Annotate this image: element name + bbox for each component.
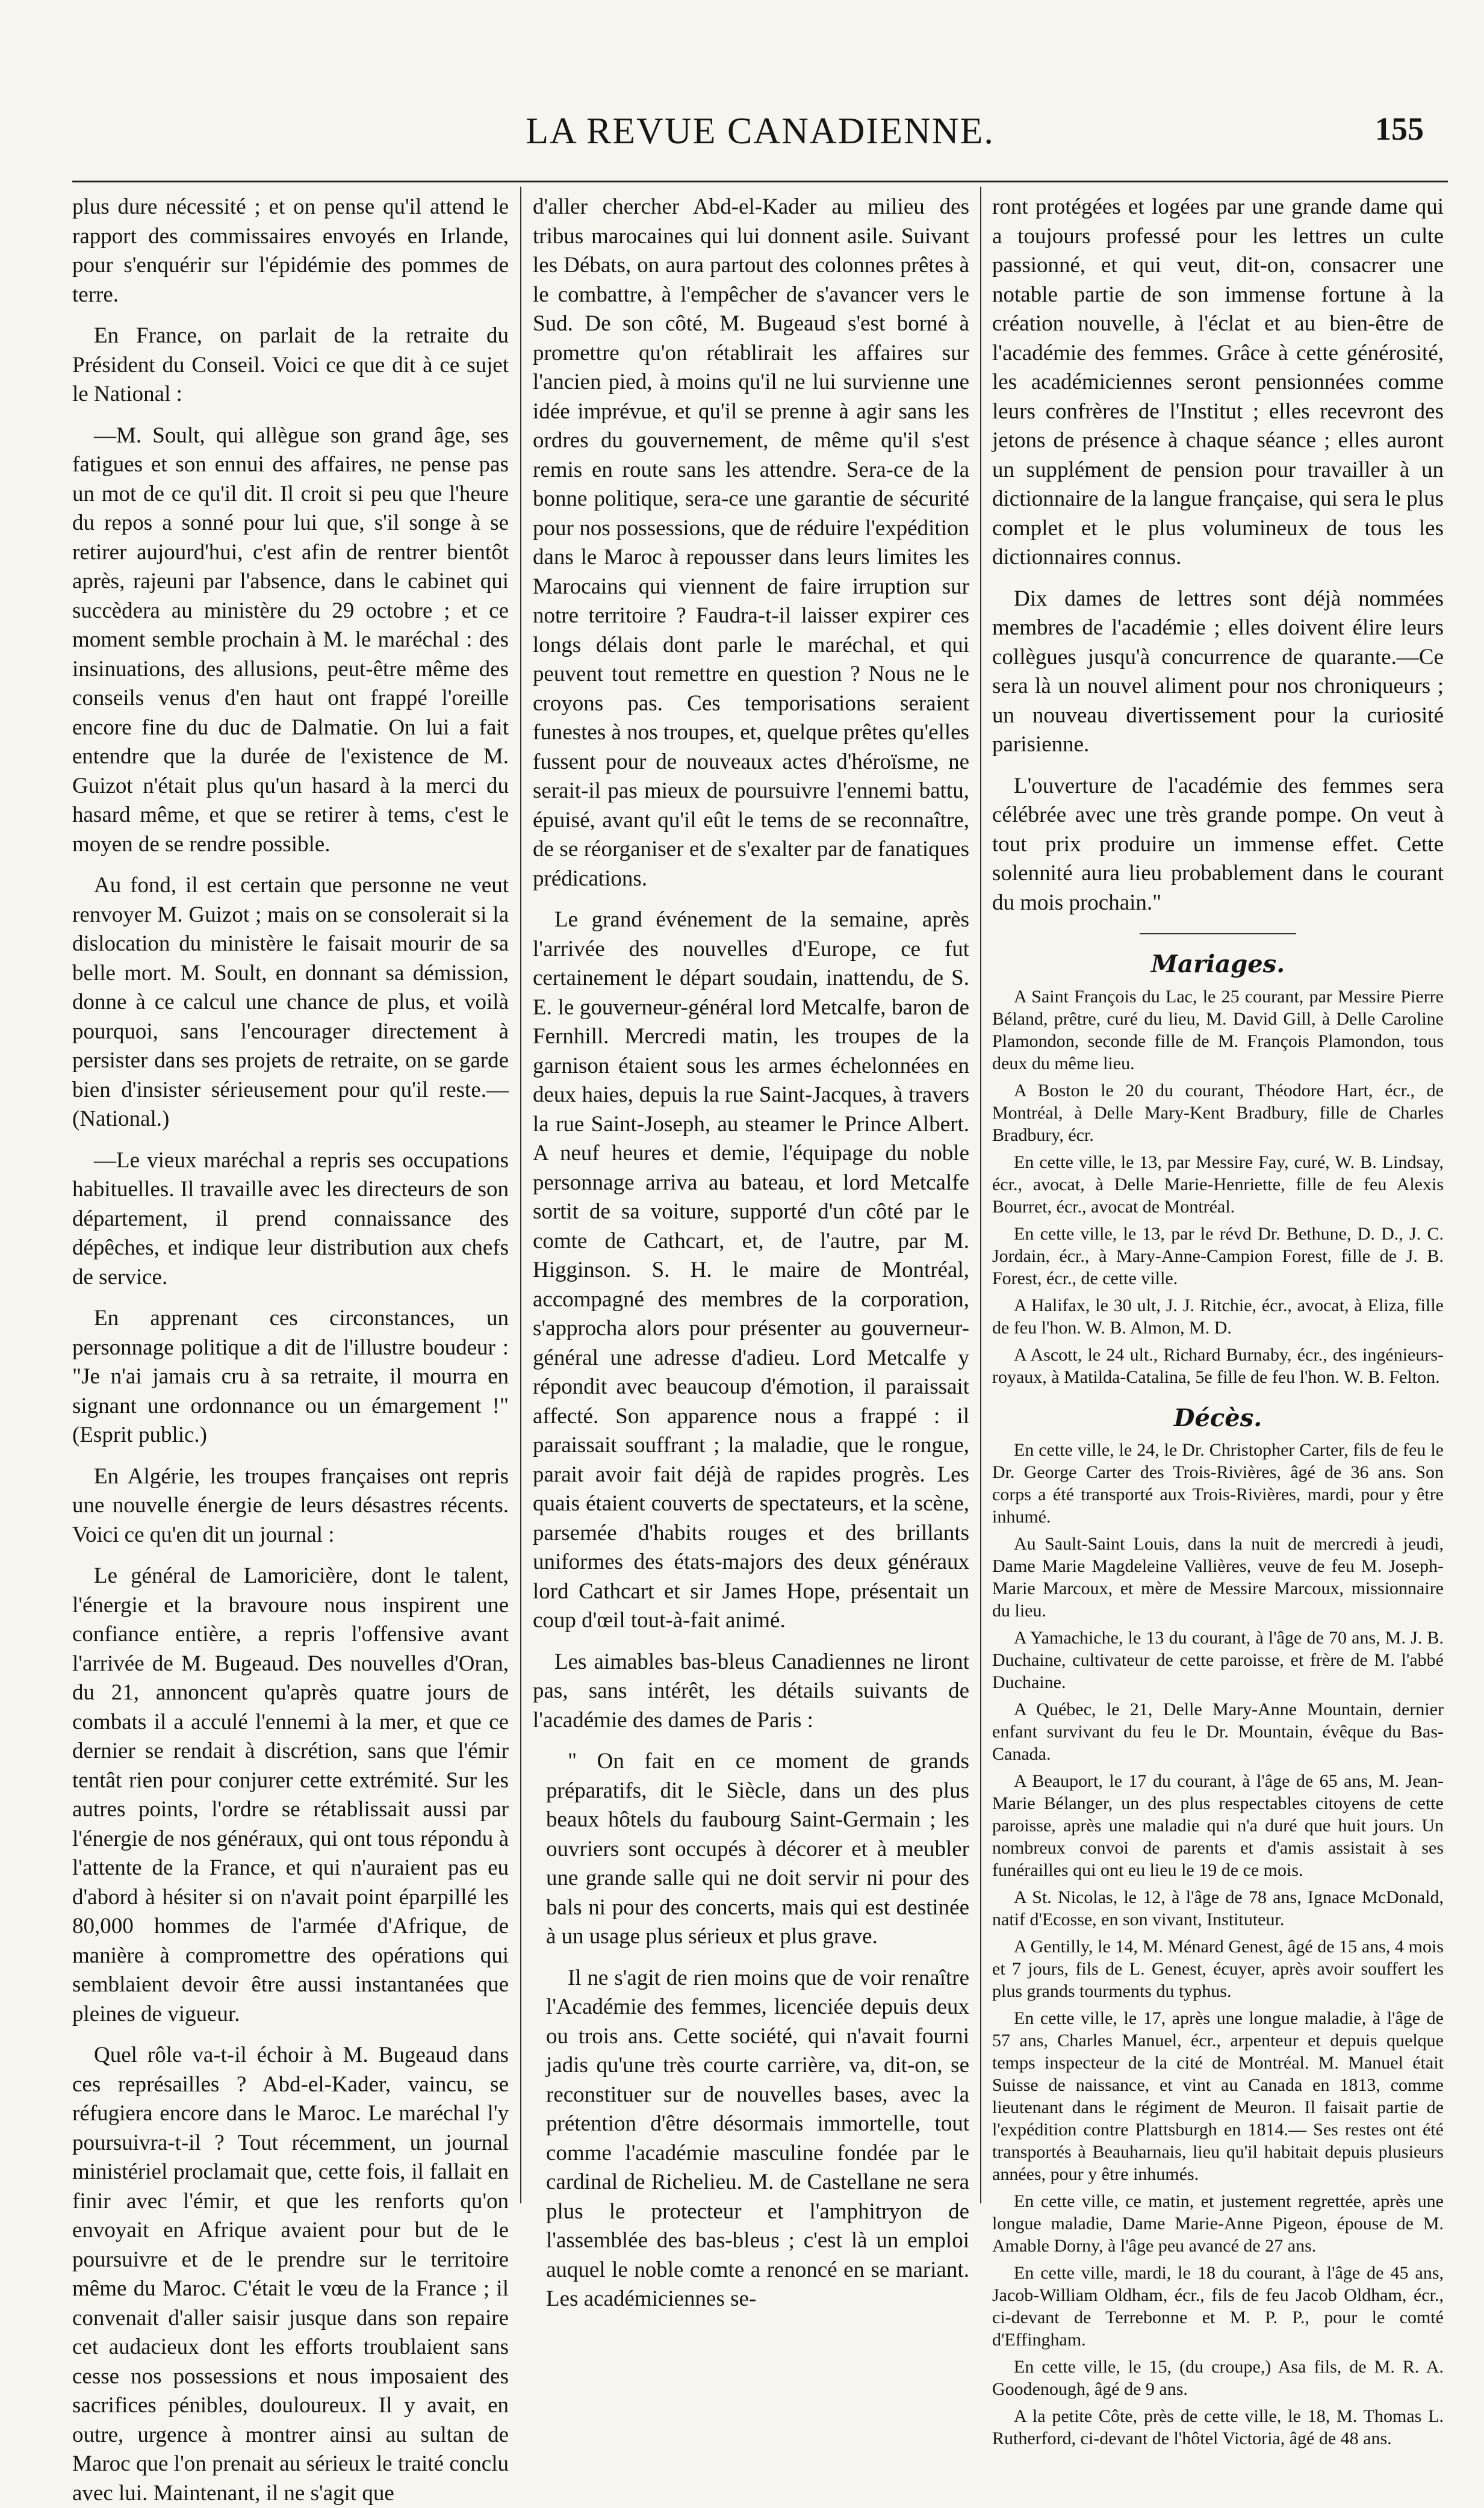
notice-item: En cette ville, ce matin, et justement regrettée, après une longue maladie, Dame Marie-Anne Pigeon, épouse de M. Amable Dorny, à l'âge peu avancé de 27 ans.: [992, 2191, 1444, 2256]
page-number: 155: [1375, 111, 1424, 147]
deces-heading: Décès.: [1173, 1403, 1262, 1432]
paragraph: —M. Soult, qui allègue son grand âge, ses fatigues et son ennui des affaires, ne pense pas un mot de ce qu'il dit. Il croit si peu que l'heure du repos a sonné pour lui que, s'il songe à se retirer aujourd'hui, c'est afin de rentrer bientôt après, rajeuni par l'absence, dans le cabinet qui succèdera au ministère du 29 octobre ; et ce moment semble prochain à M. le maréchal : des insinuations, des allusions, peut-être même des conseils venus d'en haut ont frappé l'oreille encore fine du duc de Dalmatie. On lui a fait entendre que la durée de l'existence de M. Guizot n'était plus qu'un hasard à la merci du hasard même, et que se retirer à tems, c'est le moyen de se rendre possible.: [72, 423, 509, 857]
paragraph: Dix dames de lettres sont déjà nommées membres de l'académie ; elles doivent élire leurs collègues jusqu'à concurrence de quarante.—Ce sera là un nouvel aliment pour nos chroniqueurs ; un nouveau divertissement pour la curiosité parisienne.: [992, 586, 1444, 757]
notice-item: A Québec, le 21, Delle Mary-Anne Mountain, dernier enfant survivant du feu le Dr. Mountain, évêque du Bas-Canada.: [992, 1699, 1444, 1764]
paragraph: d'aller chercher Abd-el-Kader au milieu des tribus marocaines qui lui donnent asile. Suivant les Débats, on aura partout des colonnes prêtes à le combattre, à l'empêcher de s'avancer vers le Sud. De son côté, M. Bugeaud s'est borné à promettre qu'on rétablirait les affaires sur l'ancien pied, à moins qu'il ne lui survienne une idée imprévue, et qu'il se prenne à agir sans les ordres du gouvernement, de même qu'il s'est remis en route sans les attendre. Sera-ce de la bonne politique, sera-ce une garantie de sécurité pour nos possessions, que de réduire l'expédition dans le Maroc à repousser dans leurs limites les Marocains qui viennent de faire irruption sur notre territoire ? Faudra-t-il laisser expirer ces longs délais dont parle le maréchal, et qui peuvent tout remettre en question ? Nous ne le croyons pas. Ces temporisations seraient funestes à nos troupes, et, quelque prêtes qu'elles fussent pour de nouveaux actes d'héroïsme, ne serait-il pas mieux de poursuivre l'ennemi battu, épuisé, avant qu'il eût le tems de se reconnaître, de se réorganiser et de s'exalter par de fanatiques prédications.: [533, 194, 969, 891]
paragraph: En Algérie, les troupes françaises ont repris une nouvelle énergie de leurs désastres récents. Voici ce qu'en dit un journal :: [72, 1464, 509, 1547]
paragraph: En France, on parlait de la retraite du Président du Conseil. Voici ce que dit à ce sujet le National :: [72, 323, 509, 406]
column-divider: [980, 187, 981, 2203]
quote-paragraph: " On fait en ce moment de grands préparatifs, dit le Siècle, dans un des plus beaux hôtels du faubourg Saint-Germain ; les ouvriers sont occupés à décorer et à meubler une grande salle qui ne doit servir ni pour des bals ni pour des concerts, mais qui est destinée à un usage plus sérieux et plus grave.: [546, 1749, 969, 1949]
notice-item: A St. Nicolas, le 12, à l'âge de 78 ans, Ignace McDonald, natif d'Ecosse, en son vivant, Instituteur.: [992, 1887, 1444, 1929]
notice-item: A Gentilly, le 14, M. Ménard Genest, âgé de 15 ans, 4 mois et 7 jours, fils de L. Genest, écuyer, après avoir souffert les plus grands tourments du typhus.: [992, 1937, 1444, 2001]
notice-item: A Boston le 20 du courant, Théodore Hart, écr., de Montréal, à Delle Mary-Kent Bradbury, fille de Charles Bradbury, écr.: [992, 1080, 1444, 1145]
notice-item: A Beauport, le 17 du courant, à l'âge de 65 ans, M. Jean-Marie Bélanger, un des plus respectables citoyens de cette paroisse, après une maladie qui n'a duré que huit jours. Un nombreux convoi de parents et d'amis assistait à ses funérailles qui ont eu lieu le 19 de ce mois.: [992, 1771, 1444, 1880]
notice-item: A Saint François du Lac, le 25 courant, par Messire Pierre Béland, prêtre, curé du lieu, M. David Gill, à Delle Caroline Plamondon, seconde fille de M. François Plamondon, tous deux du même lieu.: [992, 986, 1444, 1073]
column-divider: [520, 187, 521, 2203]
paragraph: Le général de Lamoricière, dont le talent, l'énergie et la bravoure nous inspirent une confiance entière, a repris l'offensive avant l'arrivée de M. Bugeaud. Des nouvelles d'Oran, du 21, annoncent qu'après quatre jours de combats il a acculé l'ennemi à la mer, et que ce dernier se rendait à discrétion, sans que l'émir tentât rien pour conjurer cette extrémité. Sur les autres points, l'ordre se rétablissait aussi par l'énergie de nos généraux, qui ont tous répondu à l'attente de la France, et qui n'auraient pas eu d'abord à hésiter si on n'avait point éparpillé les 80,000 hommes de l'armée d'Afrique, de manière à compromettre des opérations qui semblaient devoir être aussi instantanées que pleines de vigueur.: [72, 1563, 509, 2026]
paragraph: —Le vieux maréchal a repris ses occupations habituelles. Il travaille avec les directeurs de son département, il prend connaissance des dépêches, et indique leur distribution aux chefs de service.: [72, 1147, 509, 1290]
paragraph: Les aimables bas-bleus Canadiennes ne liront pas, sans intérêt, les détails suivants de l'académie des dames de Paris :: [533, 1649, 969, 1733]
column-2: [533, 193, 969, 2311]
notice-item: A Halifax, le 30 ult, J. J. Ritchie, écr., avocat, à Eliza, fille de feu l'hon. W. B. Almon, M. D.: [992, 1295, 1444, 1338]
column-3: [992, 193, 1444, 2448]
notice-item: En cette ville, le 15, (du croupe,) Asa fils, de M. R. A. Goodenough, âgé de 9 ans.: [992, 2357, 1444, 2399]
notice-item: En cette ville, le 24, le Dr. Christopher Carter, fils de feu le Dr. George Carter des Trois-Rivières, âgé de 36 ans. Son corps a été transporté aux Trois-Rivières, mardi, pour y être inhumé.: [992, 1440, 1444, 1527]
page-header: [72, 99, 1448, 166]
paragraph: Quel rôle va-t-il échoir à M. Bugeaud dans ces représailles ? Abd-el-Kader, vaincu, se réfugiera encore dans le Maroc. Le maréchal l'y poursuivra-t-il ? Tout récemment, un journal ministériel proclamait que, cette fois, il fallait en finir avec l'émir, et que les renforts qu'on envoyait en Afrique avaient pour but de le poursuivre et de le prendre sur le territoire même du Maroc. C'était le vœu de la France ; il convenait d'aller saisir jusque dans son repaire cet audacieux dont les efforts troublaient sans cesse nos possessions et nous imposaient des sacrifices pénibles, douloureux. Il y avait, en outre, urgence à montrer ainsi au sultan de Maroc que l'on prenait au sérieux le traité conclu avec lui. Maintenant, il ne s'agit que: [72, 2043, 509, 2506]
paragraph: Le grand événement de la semaine, après l'arrivée des nouvelles d'Europe, ce fut certainement le départ soudain, inattendu, de S. E. le gouverneur-général lord Metcalfe, baron de Fernhill. Mercredi matin, les troupes de la garnison étaient sous les armes échelonnées en deux haies, depuis la rue Saint-Jacques, à travers la rue Saint-Joseph, au steamer le Prince Albert. A neuf heures et demie, l'équipage du noble personnage arriva au bateau, et lord Metcalfe sortit de sa voiture, supporté d'un côté par le comte de Cathcart, et, de l'autre, par M. Higginson. S. H. le maire de Montréal, accompagné des membres de la corporation, s'approcha alors pour présenter au gouverneur-général une adresse d'adieu. Lord Metcalfe y répondit avec beaucoup d'émotion, il paraissait affecté. Son apparence nous a frappé : il paraissait souffrant ; la maladie, que le rongue, parait avoir fait déjà de rapides progrès. Les quais étaient couverts de spectateurs, et la scène, parsemée d'habits rouges et des brillants uniformes des états-majors des deux généraux lord Cathcart et sir James Hope, présentait un coup d'œil tout-à-fait animé.: [533, 907, 969, 1633]
paragraph: plus dure nécessité ; et on pense qu'il attend le rapport des commissaires envoyés en Irlande, pour s'enquérir sur l'épidémie des pommes de terre.: [72, 194, 509, 307]
paragraph: Au fond, il est certain que personne ne veut renvoyer M. Guizot ; mais on se consolerait si la dislocation du ministère le faisait mourir de sa belle mort. M. Soult, en donnant sa démission, donne à ce calcul une chance de plus, et voilà pourquoi, sans l'encourager directement à persister dans ses projets de retraite, on se garde bien d'insister sérieusement pour qu'il reste.—(National.): [72, 873, 509, 1131]
paragraph: L'ouverture de l'académie des femmes sera célébrée avec une très grande pompe. On veut à tout prix produire un immense effet. Cette solennité aura lieu probablement dans le courant du mois prochain.": [992, 773, 1444, 915]
notice-item: En cette ville, le 13, par Messire Fay, curé, W. B. Lindsay, écr., avocat, à Delle Marie-Henriette, fille de feu Alexis Bourret, écr., avocat de Montréal.: [992, 1152, 1444, 1217]
notice-item: A la petite Côte, près de cette ville, le 18, M. Thomas L. Rutherford, ci-devant de l'hôtel Victoria, âgé de 48 ans.: [992, 2406, 1444, 2448]
paragraph: ront protégées et logées par une grande dame qui a toujours professé pour les lettres un culte passionné, et qui veut, dit-on, consacrer une notable partie de son immense fortune à la création nouvelle, à l'éclat et au bien-être de l'académie des femmes. Grâce à cette générosité, les académiciennes seront pensionnées comme leurs confrères de l'Institut ; elles recevront des jetons de présence à chaque séance ; elles auront un supplément de pension pour travailler à un dictionnaire de la langue française, qui sera le plus complet et le plus volumineux de tous les dictionnaires connus.: [992, 194, 1444, 570]
column-1: [72, 193, 509, 2506]
notice-item: A Ascott, le 24 ult., Richard Burnaby, écr., des ingénieurs-royaux, à Matilda-Catalina, 5e fille de feu l'hon. W. B. Felton.: [992, 1344, 1444, 1387]
mariages-heading: Mariages.: [1150, 950, 1285, 978]
notice-item: En cette ville, mardi, le 18 du courant, à l'âge de 45 ans, Jacob-William Oldham, écr., fils de feu Jacob Oldham, écr., ci-devant de Terrebonne et M. P. P., pour le comté d'Effingham.: [992, 2263, 1444, 2350]
section-rule: [1140, 933, 1296, 934]
header-rule: [72, 181, 1448, 182]
quote-paragraph: Il ne s'agit de rien moins que de voir renaître l'Académie des femmes, licenciée depuis deux ou trois ans. Cette société, qui n'avait fourni jadis qu'une très courte carrière, va, dit-on, se reconstituer sur de nouvelles bases, avec la prétention d'être désormais immortelle, tout comme l'académie masculine fondée par le cardinal de Richelieu. M. de Castellane ne sera plus le protecteur et l'amphitryon de l'assemblée des bas-bleus ; c'est là un emploi auquel le noble comte a renoncé en se mariant. Les académiciennes se-: [546, 1965, 969, 2311]
notice-item: A Yamachiche, le 13 du courant, à l'âge de 70 ans, M. J. B. Duchaine, cultivateur de cette paroisse, et frère de M. l'abbé Duchaine.: [992, 1628, 1444, 1692]
notice-item: En cette ville, le 13, par le révd Dr. Bethune, D. D., J. C. Jordain, écr., à Mary-Anne-Campion Forest, fille de J. B. Forest, écr., de cette ville.: [992, 1223, 1444, 1288]
masthead-title: LA REVUE CANADIENNE.: [526, 111, 995, 152]
notice-item: En cette ville, le 17, après une longue maladie, à l'âge de 57 ans, Charles Manuel, écr., arpenteur et depuis quelque temps inspecteur de la cité de Montréal. M. Manuel était Suisse de naissance, et vint au Canada en 1813, comme lieutenant dans le régiment de Meuron. Il faisait partie de l'expédition contre Plattsburgh en 1814.— Ses restes ont été transportés à Beauharnais, lieu qu'il habitait depuis plusieurs années, pour y être inhumés.: [992, 2008, 1444, 2184]
notice-item: Au Sault-Saint Louis, dans la nuit de mercredi à jeudi, Dame Marie Magdeleine Vallières, veuve de feu M. Joseph-Marie Marcoux, et mère de Messire Marcoux, missionnaire du lieu.: [992, 1534, 1444, 1621]
paragraph: En apprenant ces circonstances, un personnage politique a dit de l'illustre boudeur : "Je n'ai jamais cru à sa retraite, il mourra en signant une ordonnance ou un émargement !" (Esprit public.): [72, 1306, 509, 1447]
